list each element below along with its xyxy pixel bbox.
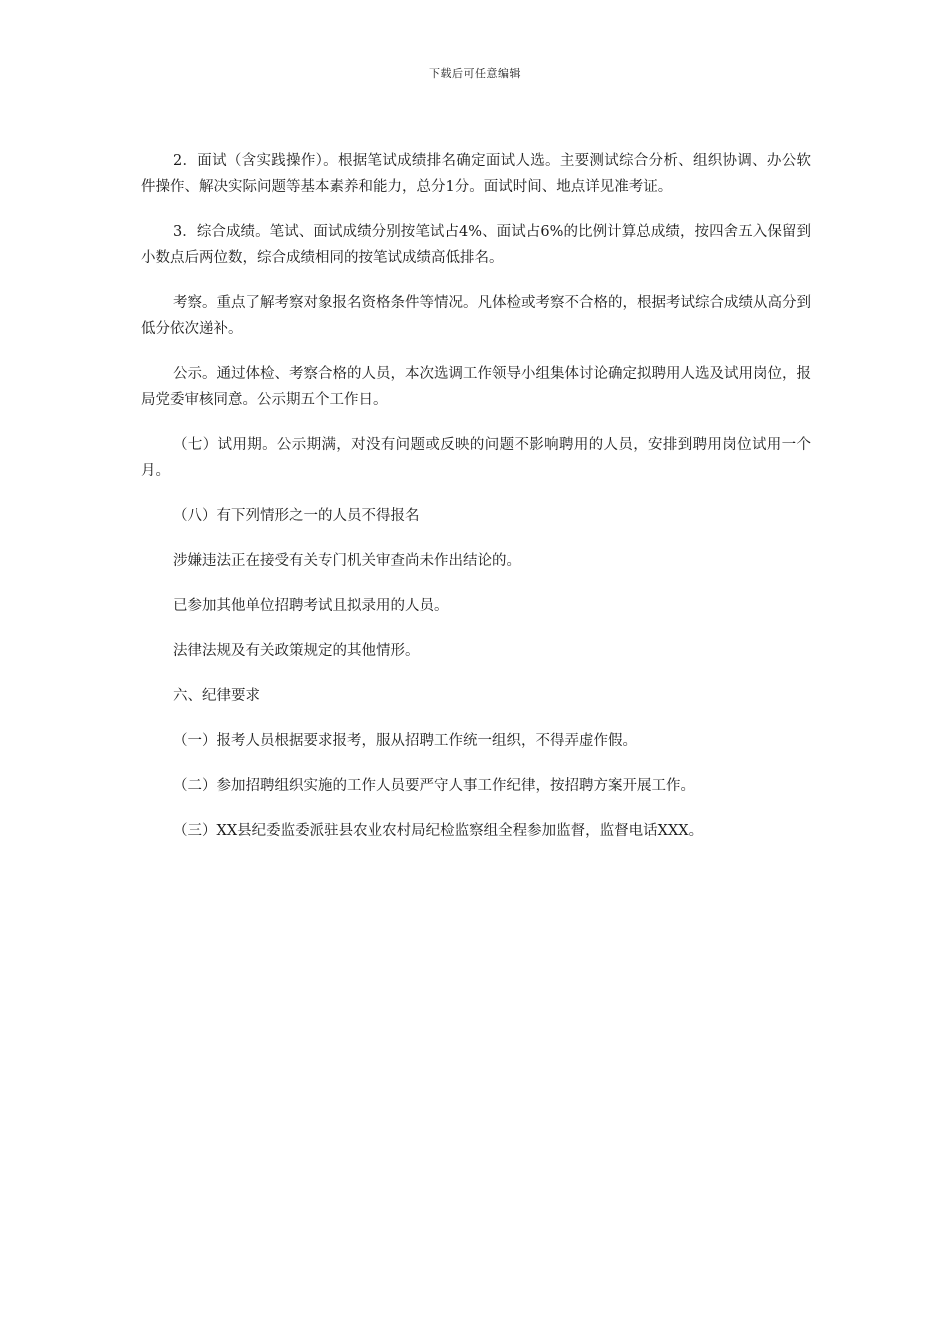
paragraph-ineligible-item-2: 已参加其他单位招聘考试且拟录用的人员。 [173, 598, 449, 614]
paragraph-probation: （七）试用期。公示期满，对没有问题或反映的问题不影响聘用的人员，安排到聘用岗位试用一个月。 [141, 437, 811, 479]
paragraph-inspection: 考察。重点了解考察对象报名资格条件等情况。凡体检或考察不合格的，根据考试综合成绩从高分到低分依次递补。 [141, 295, 811, 337]
paragraph-discipline-3: （三）XX县纪委监委派驻县农业农村局纪检监察组全程参加监督，监督电话XXX。 [173, 823, 704, 839]
header-note: 下载后可任意编辑 [429, 67, 521, 80]
paragraph-ineligible-item-3: 法律法规及有关政策规定的其他情形。 [173, 643, 420, 659]
document-body [141, 148, 811, 844]
paragraph-discipline-1: （一）报考人员根据要求报考，服从招聘工作统一组织，不得弄虚作假。 [173, 733, 637, 749]
paragraph-ineligible-heading: （八）有下列情形之一的人员不得报名 [173, 508, 420, 524]
paragraph-discipline-2: （二）参加招聘组织实施的工作人员要严守人事工作纪律，按招聘方案开展工作。 [173, 778, 695, 794]
section-heading-discipline: 六、纪律要求 [173, 688, 260, 704]
paragraph-composite-score: 3．综合成绩。笔试、面试成绩分别按笔试占4%、面试占6%的比例计算总成绩，按四舍五入保留到小数点后两位数，综合成绩相同的按笔试成绩高低排名。 [141, 224, 811, 266]
paragraph-interview: 2．面试（含实践操作）。根据笔试成绩排名确定面试人选。主要测试综合分析、组织协调、办公软件操作、解决实际问题等基本素养和能力，总分1分。面试时间、地点详见准考证。 [141, 153, 811, 195]
paragraph-ineligible-item-1: 涉嫌违法正在接受有关专门机关审查尚未作出结论的。 [173, 553, 521, 569]
paragraph-publicity: 公示。通过体检、考察合格的人员，本次选调工作领导小组集体讨论确定拟聘用人选及试用岗位，报局党委审核同意。公示期五个工作日。 [141, 366, 811, 408]
